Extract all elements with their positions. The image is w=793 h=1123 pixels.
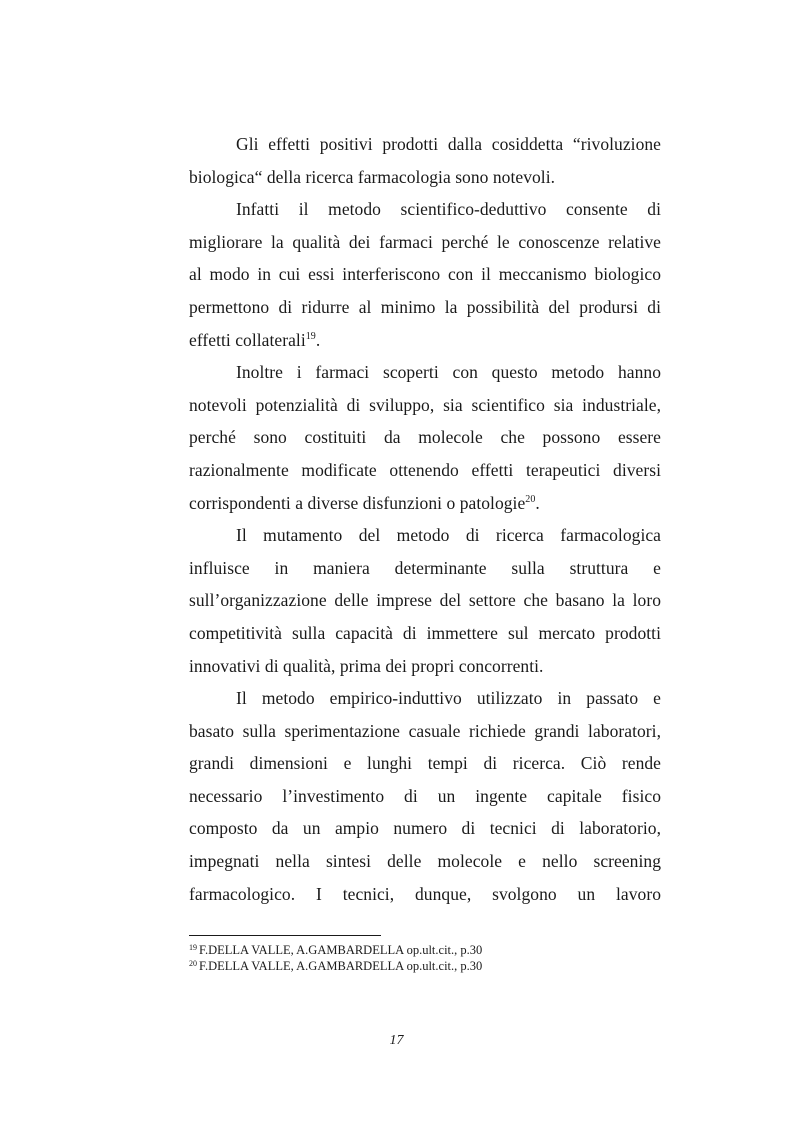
text-line: al modo in cui essi interferiscono con il meccanismo biologico <box>189 264 661 285</box>
text-segment: effetti collaterali <box>189 329 306 350</box>
text-line: farmacologico. I tecnici, dunque, svolgono un lavoro <box>189 883 661 904</box>
text-line: Il mutamento del metodo di ricerca farmacologica <box>236 525 661 546</box>
text-line-with-footnote <box>189 324 661 357</box>
page-number: 17 <box>389 1033 404 1048</box>
paragraph-3 <box>189 356 661 519</box>
text-line: sull’organizzazione delle imprese del settore che basano la loro <box>189 590 661 611</box>
text-line: impegnati nella sintesi delle molecole e nello screening <box>189 851 661 872</box>
text-line: influisce in maniera determinante sulla struttura e <box>189 557 661 578</box>
text-line: competitività sulla capacità di immettere sul mercato prodotti <box>189 622 661 643</box>
text-line: Inoltre i farmaci scoperti con questo metodo hanno <box>236 362 661 383</box>
text-line-with-footnote <box>189 487 661 520</box>
footnote-text: F.DELLA VALLE, A.GAMBARDELLA op.ult.cit., p.30 <box>199 943 483 957</box>
footnote-number: 19 <box>189 943 197 952</box>
footnote-separator <box>189 935 381 936</box>
text-segment: corrispondenti a diverse disfunzioni o patologie <box>189 492 526 513</box>
paragraph-5 <box>189 682 661 910</box>
footnote-number: 20 <box>189 959 197 968</box>
text-line: necessario l’investimento di un ingente capitale fisico <box>189 785 661 806</box>
footnote-text: F.DELLA VALLE, A.GAMBARDELLA op.ult.cit., p.30 <box>199 959 483 973</box>
footnote-reference[interactable]: 19 <box>305 330 316 342</box>
text-line: Il metodo empirico-induttivo utilizzato in passato e <box>236 688 661 709</box>
text-line: Infatti il metodo scientifico-deduttivo consente di <box>236 199 661 220</box>
text-line: notevoli potenzialità di sviluppo, sia scientifico sia industriale, <box>189 394 661 415</box>
text-line: razionalmente modificate ottenendo effetti terapeutici diversi <box>189 459 661 480</box>
footnote-20 <box>189 958 482 974</box>
body-text <box>189 128 661 910</box>
text-line: perché sono costituiti da molecole che possono essere <box>189 427 661 448</box>
paragraph-1 <box>189 128 661 193</box>
footnotes <box>189 942 482 974</box>
text-line: permettono di ridurre al minimo la possibilità del prodursi di <box>189 296 661 317</box>
text-line: migliorare la qualità dei farmaci perché le conoscenze relative <box>189 231 661 252</box>
text-line: innovativi di qualità, prima dei propri concorrenti. <box>189 655 544 676</box>
punctuation: . <box>315 329 321 350</box>
text-line: Gli effetti positivi prodotti dalla cosiddetta “rivoluzione <box>236 134 661 154</box>
paragraph-2 <box>189 193 661 356</box>
text-line: biologica“ della ricerca farmacologia sono notevoli. <box>189 166 556 187</box>
footnote-reference[interactable]: 20 <box>525 493 536 505</box>
footnote-19 <box>189 942 482 958</box>
paragraph-4 <box>189 519 661 682</box>
text-line: composto da un ampio numero di tecnici di laboratorio, <box>189 818 661 839</box>
punctuation: . <box>535 492 540 513</box>
text-line: grandi dimensioni e lunghi tempi di ricerca. Ciò rende <box>189 753 661 774</box>
text-line: basato sulla sperimentazione casuale richiede grandi laboratori, <box>189 720 661 741</box>
